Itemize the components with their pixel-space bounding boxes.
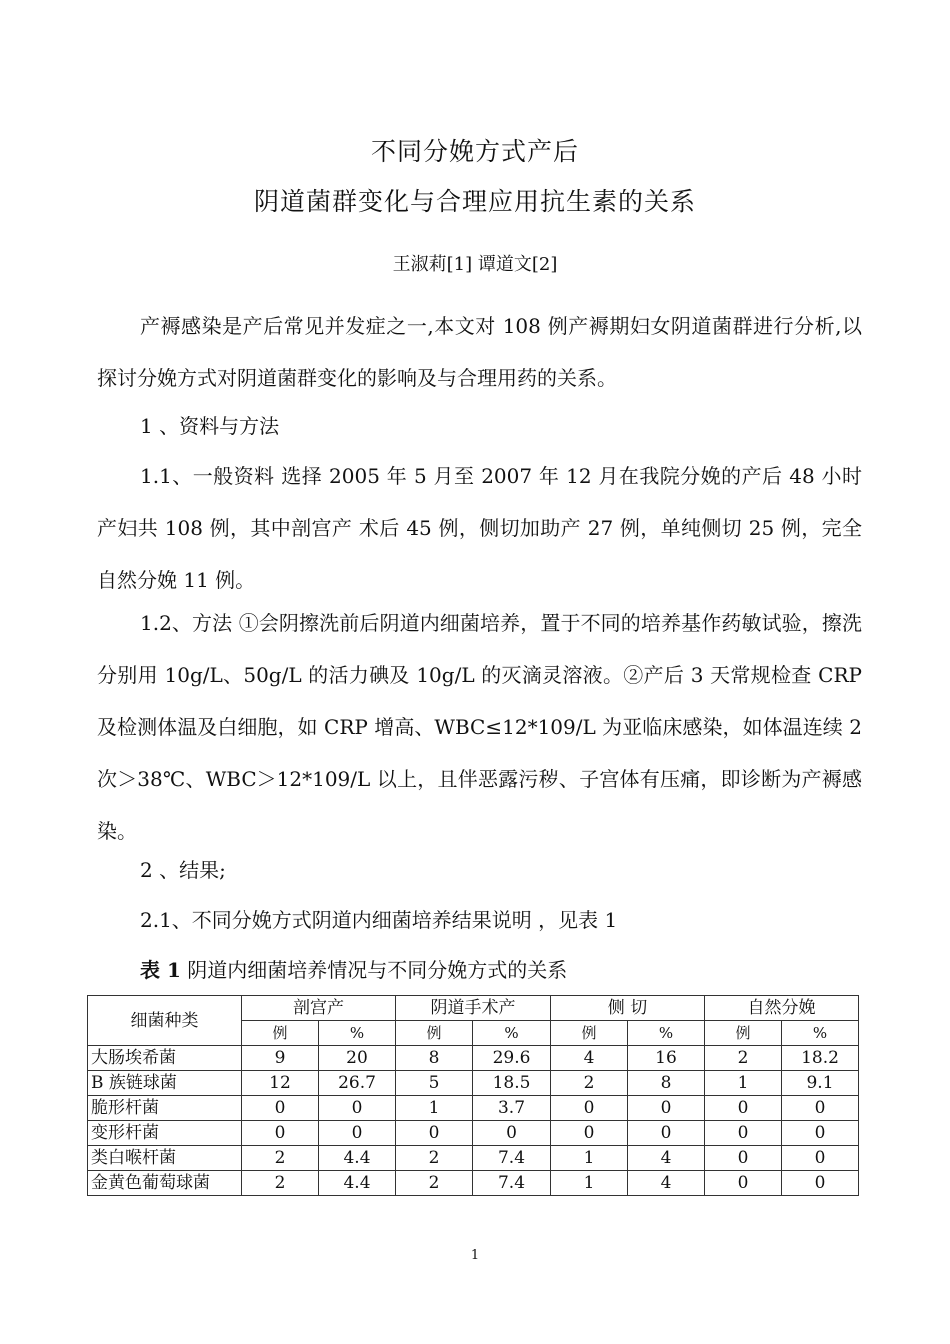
section-2-heading: 2 、结果; (140, 858, 226, 882)
cell: 0 (551, 1096, 628, 1121)
cell: 4.4 (319, 1146, 396, 1171)
cell: 0 (242, 1121, 319, 1146)
table-caption (140, 944, 567, 996)
table-row (88, 1146, 859, 1171)
cell: 7.4 (473, 1146, 551, 1171)
cell: 4 (551, 1046, 628, 1071)
cell: 2 (396, 1171, 473, 1196)
cell: 2 (705, 1046, 782, 1071)
cell: 1 (396, 1096, 473, 1121)
cell: 0 (473, 1121, 551, 1146)
cell: 0 (782, 1146, 859, 1171)
subheader-percent: % (782, 1021, 859, 1046)
subheader-cases: 例 (396, 1021, 473, 1046)
cell: 4 (628, 1146, 705, 1171)
document-title-line-1: 不同分娩方式产后 (370, 137, 579, 166)
section-2-1-paragraph: 2.1、不同分娩方式阴道内细菌培养结果说明 ，见表 1 (140, 908, 618, 932)
row-species: 金黄色葡萄球菌 (88, 1171, 242, 1196)
subheader-cases: 例 (242, 1021, 319, 1046)
cell: 0 (705, 1121, 782, 1146)
cell: 8 (396, 1046, 473, 1071)
document-title-line-2: 阴道菌群变化与合理应用抗生素的关系 (253, 187, 696, 216)
cell: 1 (551, 1146, 628, 1171)
cell: 26.7 (319, 1071, 396, 1096)
row-species: 类白喉杆菌 (88, 1146, 242, 1171)
cell: 0 (551, 1121, 628, 1146)
table-caption-number: 表 1 (140, 958, 181, 982)
subheader-percent: % (473, 1021, 551, 1046)
cell: 0 (782, 1121, 859, 1146)
cell: 16 (628, 1046, 705, 1071)
cell: 18.2 (782, 1046, 859, 1071)
bacteria-table (87, 995, 859, 1196)
header-species: 细菌种类 (88, 996, 242, 1046)
cell: 2 (242, 1146, 319, 1171)
cell: 18.5 (473, 1071, 551, 1096)
row-species: B 族链球菌 (88, 1071, 242, 1096)
cell: 20 (319, 1046, 396, 1071)
intro-paragraph: 产褥感染是产后常见并发症之一,本文对 108 例产褥期妇女阴道菌群进行分析,以探讨分娩方式对阴道菌群变化的影响及与合理用药的关系。 (97, 314, 862, 390)
table-row (88, 1121, 859, 1146)
section-1-2-paragraph: 1.2、方法 ①会阴擦洗前后阴道内细菌培养，置于不同的培养基作药敏试验，擦洗分别用 10g/L、50g/L 的活力碘及 10g/L 的灭滴灵溶液。②产后 3 天常规检查 CRP 及检测体温及白细胞，如 CRP 增高、WBC≤12*109/L 为亚临床感染，如体温连续 2 次＞38℃、WBC＞12*109/L 以上，且伴恶露污秽、子宫体有压痛，即诊断为产褥感染。 (97, 611, 862, 843)
cell: 4 (628, 1171, 705, 1196)
subheader-percent: % (628, 1021, 705, 1046)
section-1-1-paragraph: 1.1、一般资料 选择 2005 年 5 月至 2007 年 12 月在我院分娩的产后 48 小时产妇共 108 例，其中剖宫产 术后 45 例，侧切加助产 27 例，单纯侧切 25 例，完全自然分娩 11 例。 (97, 464, 862, 592)
cell: 9.1 (782, 1071, 859, 1096)
table-caption-text: 阴道内细菌培养情况与不同分娩方式的关系 (180, 958, 568, 982)
cell: 12 (242, 1071, 319, 1096)
header-group-cesarean: 剖宫产 (242, 996, 396, 1021)
cell: 9 (242, 1046, 319, 1071)
cell: 0 (705, 1171, 782, 1196)
header-group-natural: 自然分娩 (705, 996, 859, 1021)
section-1-heading: 1 、资料与方法 (140, 414, 280, 438)
table-row (88, 1046, 859, 1071)
cell: 0 (319, 1121, 396, 1146)
table-header-row (88, 996, 859, 1021)
row-species: 变形杆菌 (88, 1121, 242, 1146)
subheader-cases: 例 (705, 1021, 782, 1046)
cell: 0 (628, 1121, 705, 1146)
cell: 1 (705, 1071, 782, 1096)
header-group-vaginal-operative: 阴道手术产 (396, 996, 551, 1021)
page-number: 1 (470, 1248, 480, 1263)
cell: 2 (551, 1071, 628, 1096)
table-row (88, 1171, 859, 1196)
cell: 0 (628, 1096, 705, 1121)
cell: 5 (396, 1071, 473, 1096)
cell: 4.4 (319, 1171, 396, 1196)
authors: 王淑莉[1] 谭道文[2] (392, 254, 558, 275)
subheader-percent: % (319, 1021, 396, 1046)
cell: 0 (705, 1096, 782, 1121)
cell: 2 (396, 1146, 473, 1171)
cell: 0 (782, 1096, 859, 1121)
cell: 0 (705, 1146, 782, 1171)
cell: 0 (319, 1096, 396, 1121)
cell: 29.6 (473, 1046, 551, 1071)
row-species: 脆形杆菌 (88, 1096, 242, 1121)
cell: 1 (551, 1171, 628, 1196)
header-group-episiotomy: 侧 切 (551, 996, 705, 1021)
table-row (88, 1096, 859, 1121)
subheader-cases: 例 (551, 1021, 628, 1046)
cell: 2 (242, 1171, 319, 1196)
cell: 0 (242, 1096, 319, 1121)
cell: 7.4 (473, 1171, 551, 1196)
cell: 0 (782, 1171, 859, 1196)
row-species: 大肠埃希菌 (88, 1046, 242, 1071)
cell: 0 (396, 1121, 473, 1146)
cell: 3.7 (473, 1096, 551, 1121)
table-row (88, 1071, 859, 1096)
cell: 8 (628, 1071, 705, 1096)
